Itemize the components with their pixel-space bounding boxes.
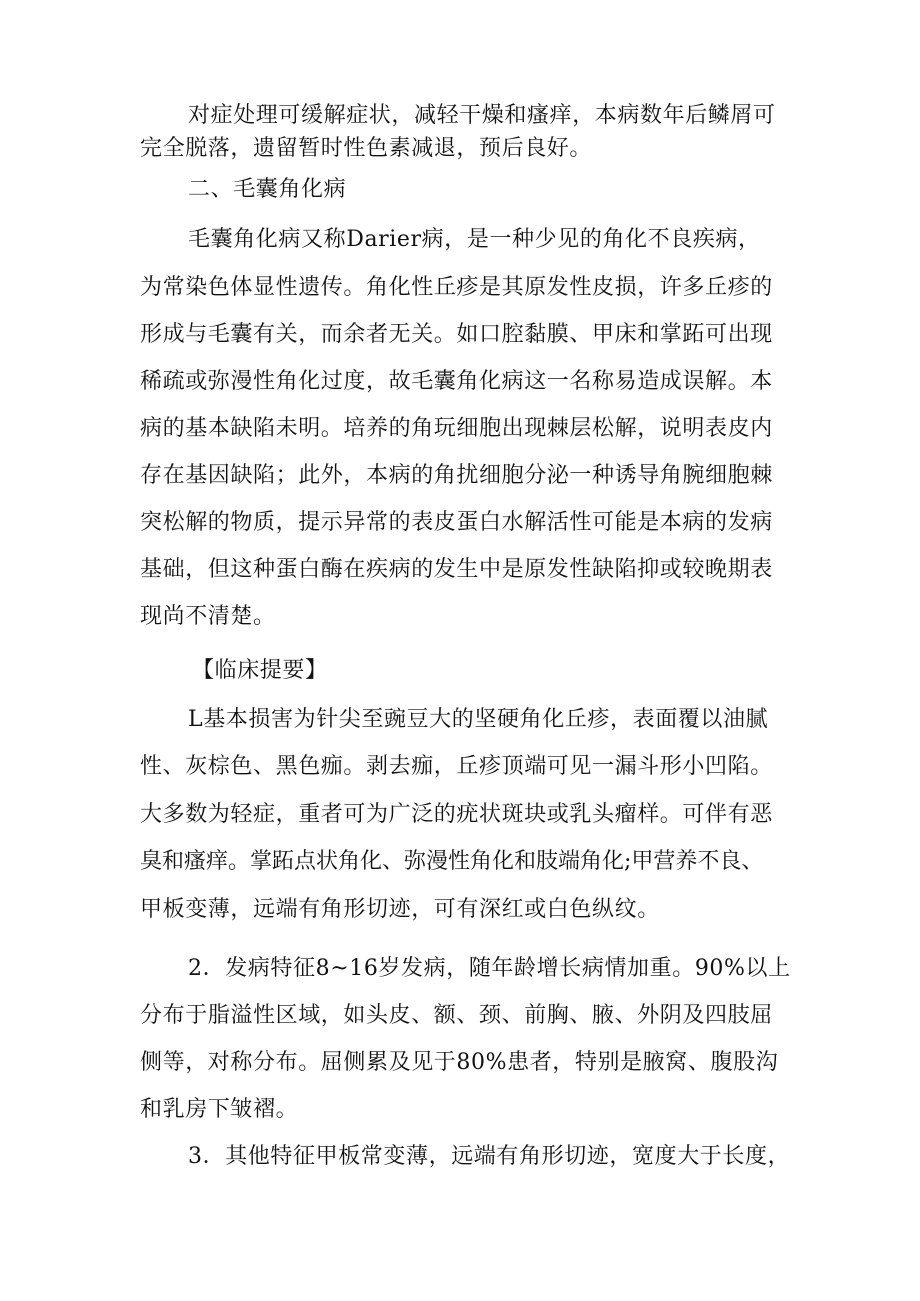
text-line: 病的基本缺陷未明。培养的角玩细胞出现棘层松解，说明表皮内 (140, 416, 773, 441)
text-line: 为常染色体显性遗传。角化性丘疹是其原发性皮损，许多丘疹的 (140, 275, 773, 300)
text-line: 稀疏或弥漫性角化过度，故毛囊角化病这一名称易造成误解。本 (140, 369, 773, 394)
clinical-points-heading: 【临床提要】 (192, 658, 328, 683)
text-line: 大多数为轻症，重者可为广泛的疣状斑块或乳头瘤样。可伴有恶 (140, 802, 773, 827)
text-line: 性、灰棕色、黑色痂。剥去痂，丘疹顶端可见一漏斗形小凹陷。 (140, 754, 773, 779)
text-line: 基础，但这种蛋白酶在疾病的发生中是原发性缺陷抑或较晚期表 (140, 557, 773, 582)
text-line: 3．其他特征甲板常变薄，远端有角形切迹，宽度大于长度， (188, 1144, 791, 1169)
text-line: 侧等，对称分布。屈侧累及见于80%患者，特别是腋窝、腹股沟 (140, 1050, 779, 1075)
text-line: 现尚不清楚。 (140, 604, 276, 629)
section-heading: 二、毛囊角化病 (188, 177, 347, 202)
text-line: 臭和瘙痒。掌跖点状角化、弥漫性角化和肢端角化;甲营养不良、 (140, 849, 764, 874)
text-line: 形成与毛囊有关，而余者无关。如口腔黏膜、甲床和掌跖可出现 (140, 322, 773, 347)
text-line: 分布于脂溢性区域，如头皮、额、颈、前胸、腋、外阴及四肢屈 (140, 1003, 773, 1028)
text-line: 和乳房下皱褶。 (140, 1097, 299, 1122)
text-line: 毛囊角化病又称Darier病，是一种少见的角化不良疾病， (188, 227, 761, 252)
text-line: 甲板变薄，远端有角形切迹，可有深红或白色纵纹。 (140, 897, 660, 922)
text-line: 突松解的物质，提示异常的表皮蛋白水解活性可能是本病的发病 (140, 510, 773, 535)
text-line: 2．发病特征8~16岁发病，随年龄增长病情加重。90%以上 (188, 956, 791, 981)
text-line: 对症处理可缓解症状，减轻干燥和瘙痒，本病数年后鳞屑可 (188, 103, 776, 128)
text-line: L基本损害为针尖至豌豆大的坚硬角化丘疹，表面覆以油腻 (188, 707, 769, 732)
text-line: 存在基因缺陷；此外，本病的角扰细胞分泌一种诱导角腕细胞棘 (140, 463, 773, 488)
text-line: 完全脱落，遗留暂时性色素减退，预后良好。 (140, 136, 593, 161)
